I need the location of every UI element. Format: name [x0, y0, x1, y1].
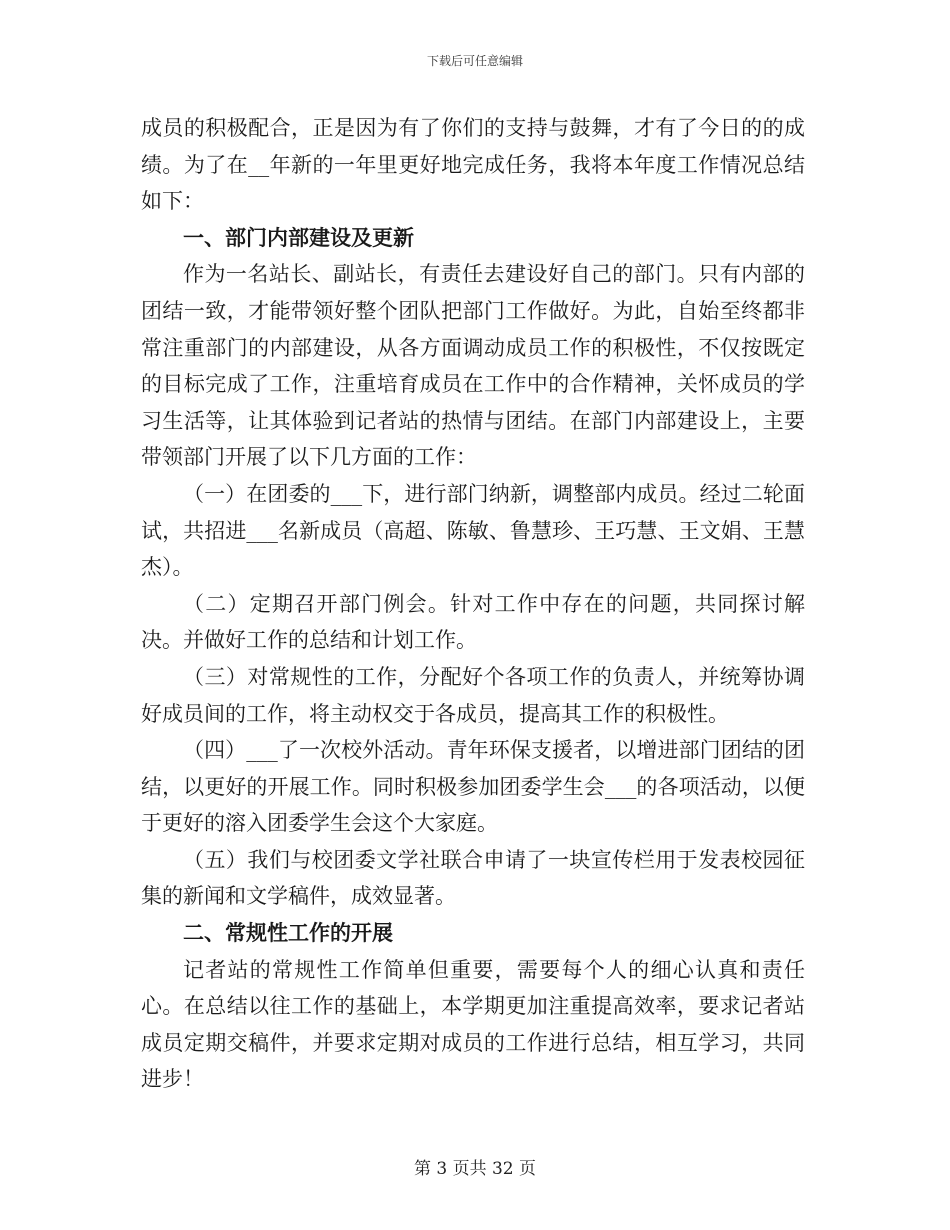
- intro-paragraph: 成员的积极配合，正是因为有了你们的支持与鼓舞，才有了今日的的成绩。为了在__年新的一年里更好地完成任务，我将本年度工作情况总结如下：: [141, 116, 805, 214]
- section-heading-1: 一、部门内部建设及更新: [183, 225, 414, 250]
- document-body: [141, 110, 805, 1098]
- section1-paragraph: 作为一名站长、副站长，有责任去建设好自己的部门。只有内部的团结一致，才能带领好整个团队把部门工作做好。为此，自始至终都非常注重部门的内部建设，从各方面调动成员工作的积极性，不仅按既定的目标完成了工作，注重培育成员在工作中的合作精神，关怀成员的学习生活等，让其体验到记者站的热情与团结。在部门内部建设上，主要带领部门开展了以下几方面的工作：: [141, 262, 805, 470]
- list-item-2: （二）定期召开部门例会。针对工作中存在的问题，共同探讨解决。并做好工作的总结和计划工作。: [141, 591, 805, 653]
- list-item-3: （三）对常规性的工作，分配好个各项工作的负责人，并统筹协调好成员间的工作，将主动权交于各成员，提高其工作的积极性。: [141, 664, 805, 726]
- page-number: 第 3 页共 32 页: [413, 1159, 537, 1179]
- list-item-1: （一）在团委的___下，进行部门纳新，调整部内成员。经过二轮面试，共招进___名新成员（高超、陈敏、鲁慧珍、王巧慧、王文娟、王慧杰）。: [141, 481, 805, 580]
- page-header: 下载后可任意编辑: [426, 54, 523, 68]
- section2-paragraph: 记者站的常规性工作简单但重要，需要每个人的细心认真和责任心。在总结以往工作的基础上，本学期更加注重提高效率，要求记者站成员定期交稿件，并要求定期对成员的工作进行总结，相互学习，共同进步！: [141, 957, 805, 1092]
- list-item-5: （五）我们与校团委文学社联合申请了一块宣传栏用于发表校园征集的新闻和文学稿件，成效显著。: [141, 847, 805, 909]
- section-heading-2: 二、常规性工作的开展: [183, 921, 393, 946]
- list-item-4: （四）___了一次校外活动。青年环保支援者，以增进部门团结的团结，以更好的开展工作。同时积极参加团委学生会___的各项活动，以便于更好的溶入团委学生会这个大家庭。: [141, 738, 805, 836]
